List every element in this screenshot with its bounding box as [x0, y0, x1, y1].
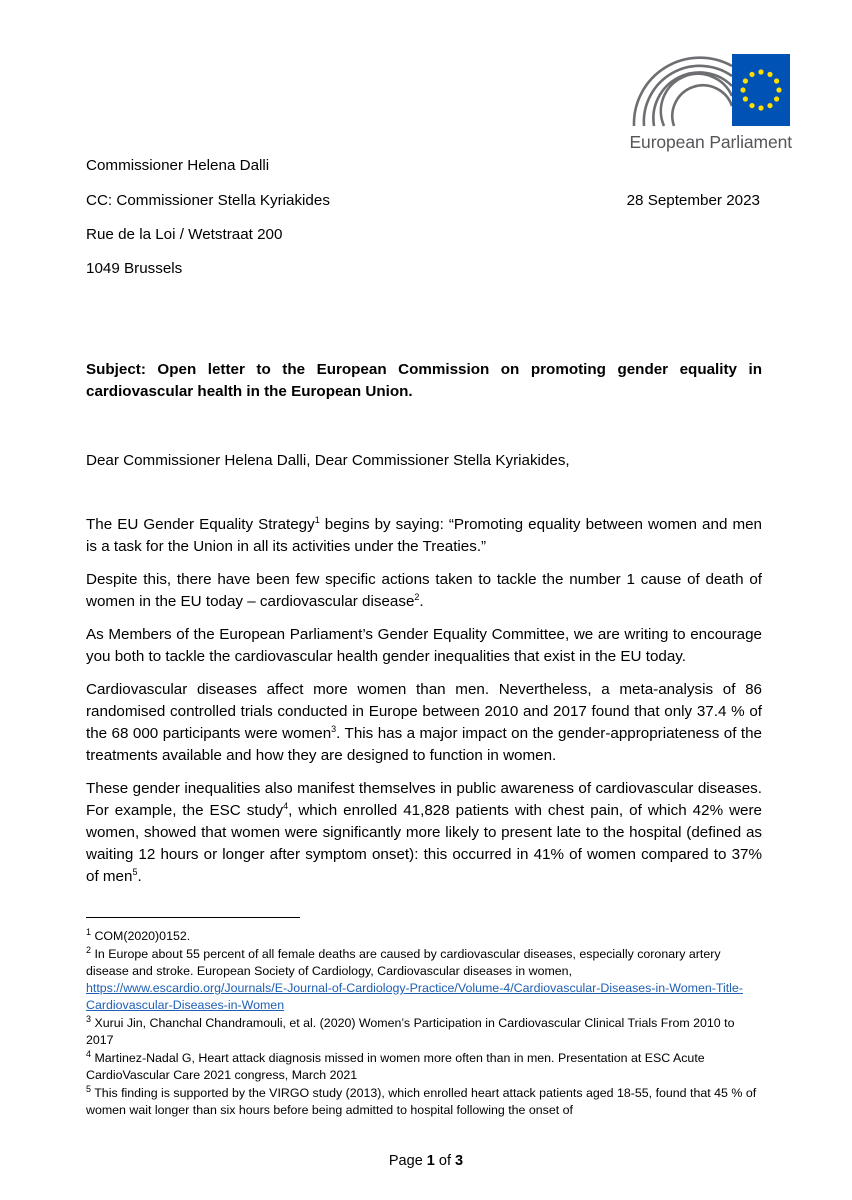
paragraph-2: Despite this, there have been few specific actions taken to tackle the number 1 cause of death of women in the EU today – cardiovascular disease$^2$. — [86, 571, 762, 610]
paragraph-3: As Members of the European Parliament’s Gender Equality Committee, we are writing to encourage you both to tackle the cardiovascular health gender inequalities that exist in the EU today. — [86, 626, 762, 665]
flag-star — [749, 103, 754, 108]
salutation: Dear Commissioner Helena Dalli, Dear Commissioner Stella Kyriakides, — [86, 452, 570, 469]
footnote-divider — [86, 917, 300, 918]
footnote-3: $^3$ Xurui Jin, Chanchal Chandramouli, et al. (2020) Women’s Participation in Cardiovascular Clinical Trials From 2010 to 2017 — [86, 1013, 735, 1047]
paragraph-4: Cardiovascular diseases affect more women than men. Nevertheless, a meta-analysis of 86 randomised controlled trials conducted in Europe between 2010 and 2017 found that only 37.4 % of the 68 000 participants were women$^3$. This has a major impact on the gender-appropriateness of the treatments available and how they are designed to function in women. — [86, 681, 762, 764]
footnote-ref-4[interactable]: 4 — [283, 800, 289, 811]
footnote-ref-1[interactable]: 1 — [314, 514, 320, 525]
parliament-emblem-icon — [628, 52, 792, 130]
cc-line: CC: Commissioner Stella Kyriakides — [86, 192, 330, 209]
flag-star — [767, 103, 772, 108]
footnotes — [86, 928, 762, 1120]
paragraph-5: These gender inequalities also manifest themselves in public awareness of cardiovascular diseases. For example, the ESC study$^4$, which enrolled 41,828 patients with chest pain, of which 42% were women, showed that women were significantly more likely to present late to the hospital (defined as waiting 12 hours or longer after symptom onset): this occurred in 41% of women compared to 37% of men$^5$. — [86, 780, 762, 885]
flag-star — [758, 69, 763, 74]
flag-star — [767, 72, 772, 77]
street-line: Rue de la Loi / Wetstraat 200 — [86, 226, 283, 243]
flag-star — [740, 87, 745, 92]
letter-date: 28 September 2023 — [626, 192, 760, 209]
flag-star — [749, 72, 754, 77]
city-line: 1049 Brussels — [86, 260, 183, 277]
flag-star — [774, 78, 779, 83]
logo-wordmark: European Parliament — [629, 132, 792, 152]
flag-star — [743, 78, 748, 83]
footnote-5: $^5$ This finding is supported by the VIRGO study (2013), which enrolled heart attack patients aged 18-55, found that 45 % of women wait longer than six hours before being admitted to hospital following the onset of — [86, 1083, 757, 1117]
flag-star — [758, 105, 763, 110]
flag-star — [743, 96, 748, 101]
footnote-1: $^1$ COM(2020)0152. — [86, 926, 191, 943]
european-parliament-logo — [628, 52, 792, 152]
page-number: Page 1 of 3 — [388, 1153, 464, 1169]
footnote-4: $^4$ Martinez-Nadal G, Heart attack diagnosis missed in women more often than in men. Presentation at ESC Acute CardioVascular Care 2021 congress, March 2021 — [86, 1048, 705, 1082]
footnote-ref-5[interactable]: 5 — [132, 866, 138, 877]
paragraph-1: The EU Gender Equality Strategy$^1$ begins by saying: “Promoting equality between women and men is a task for the Union in all its activities under the Treaties.” — [86, 514, 762, 555]
footnote-2: $^2$ In Europe about 55 percent of all female deaths are caused by cardiovascular diseases, especially coronary artery disease and stroke. European Society of Cardiology, Cardiovascular diseases in women, https://www.escardio.org/Journals/E-Journal-of-Cardiology-Practice/Volume-4/Cardiovascular-Diseases-in-Women-Title-Cardiovascular-Diseases-in-Women — [86, 944, 743, 1012]
footnote-ref-3[interactable]: 3 — [331, 723, 337, 734]
flag-star — [774, 96, 779, 101]
recipient-line: Commissioner Helena Dalli — [86, 157, 270, 174]
flag-star — [776, 87, 781, 92]
escardio-link[interactable]: https://www.escardio.org/Journals/E-Journal-of-Cardiology-Practice/Volume-4/Cardiovascular-Diseases-in-Women-Title-Cardiovascular-Diseases-in-Women — [86, 981, 743, 1012]
footnote-ref-2[interactable]: 2 — [414, 591, 420, 602]
subject-line: Subject: Open letter to the European Commission on promoting gender equality in cardiovascular health in the European Union. — [86, 361, 762, 400]
letter-body — [86, 514, 762, 899]
